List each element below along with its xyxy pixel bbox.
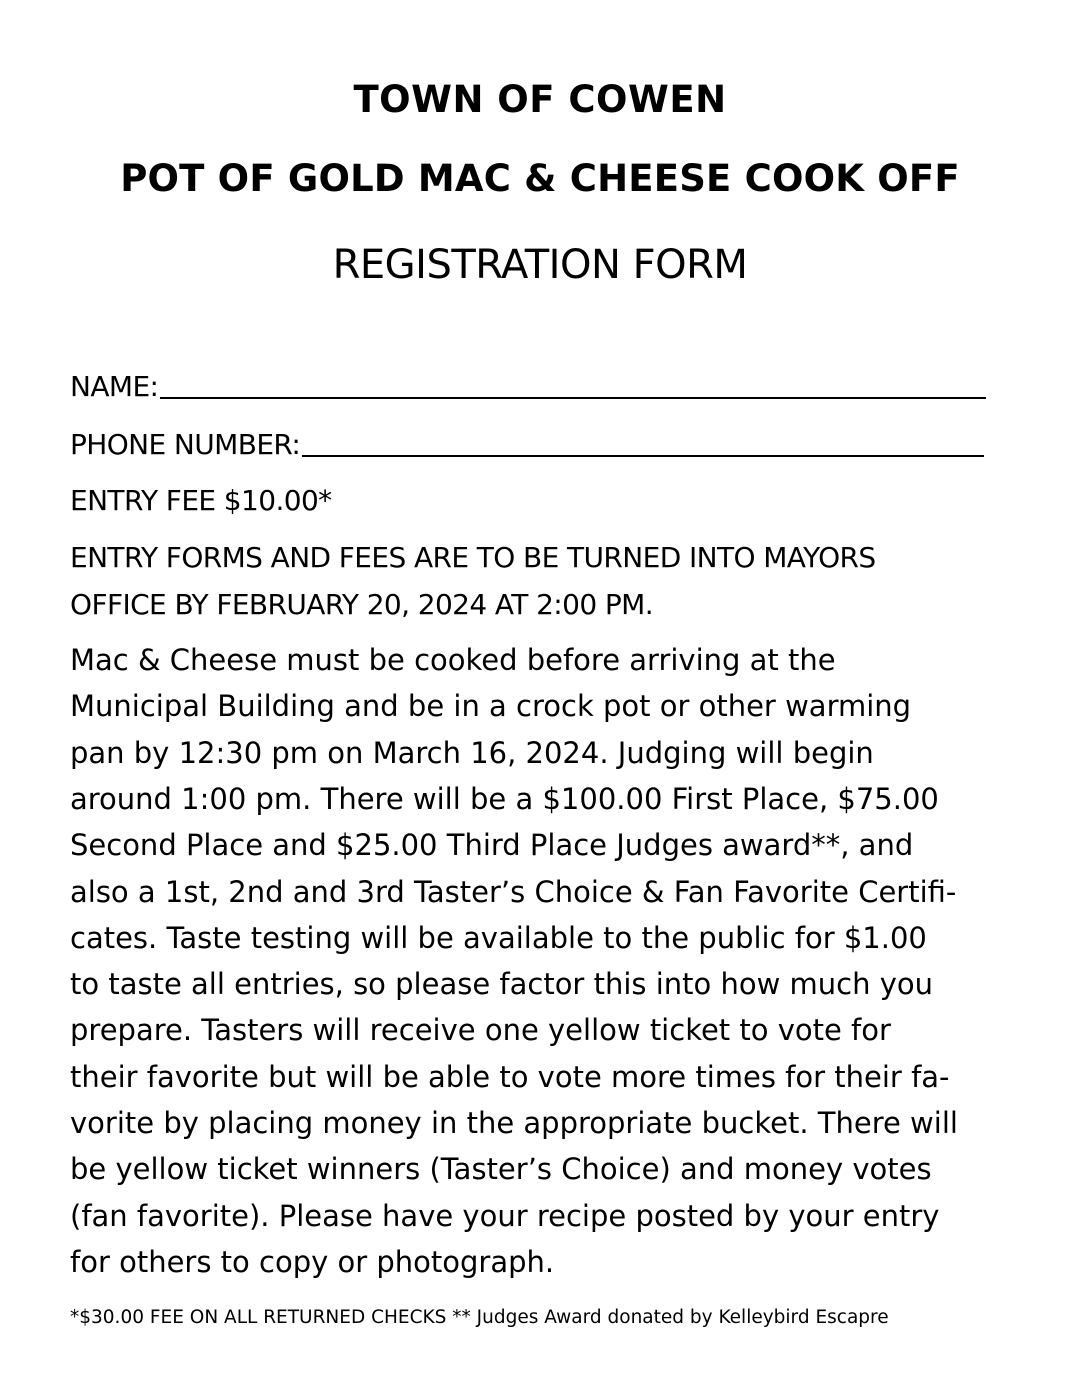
paragraph-line: for others to copy or photograph. bbox=[70, 1244, 555, 1279]
town-title: TOWN OF COWEN bbox=[353, 78, 727, 121]
phone-label: PHONE NUMBER: bbox=[70, 428, 301, 461]
paragraph-line: Second Place and $25.00 Third Place Judges award**, and bbox=[70, 828, 914, 863]
name-blank-line[interactable] bbox=[160, 371, 986, 399]
name-label: NAME: bbox=[70, 370, 159, 403]
paragraph-line: around 1:00 pm. There will be a $100.00 First Place, $75.00 bbox=[70, 781, 939, 816]
paragraph-line: prepare. Tasters will receive one yellow ticket to vote for bbox=[70, 1013, 891, 1048]
paragraph-line: vorite by placing money in the appropriate bucket. There will bbox=[70, 1106, 958, 1140]
entry-fee: ENTRY FEE $10.00* bbox=[70, 484, 332, 517]
form-subtitle: REGISTRATION FORM bbox=[332, 242, 748, 288]
paragraph-line: pan by 12:30 pm on March 16, 2024. Judging will begin bbox=[70, 735, 874, 770]
paragraph-line: Municipal Building and be in a crock pot or other warming bbox=[70, 689, 912, 724]
footnote: *$30.00 FEE ON ALL RETURNED CHECKS ** Judges Award donated by Kelleybird Escapre bbox=[70, 1307, 889, 1328]
phone-blank-line[interactable] bbox=[302, 429, 984, 457]
paragraph-line: their favorite but will be able to vote more times for their fa- bbox=[70, 1059, 950, 1094]
paragraph-line: be yellow ticket winners (Taster’s Choice) and money votes bbox=[70, 1152, 932, 1187]
phone-field-row bbox=[70, 428, 984, 461]
paragraph-line: cates. Taste testing will be available to the public for $1.00 bbox=[70, 920, 927, 955]
deadline-line-1: ENTRY FORMS AND FEES ARE TO BE TURNED INTO MAYORS bbox=[70, 541, 876, 574]
paragraph-line: to taste all entries, so please factor this into how much you bbox=[70, 967, 933, 1002]
event-title: POT OF GOLD MAC & CHEESE COOK OFF bbox=[120, 157, 960, 200]
paragraph-line: Mac & Cheese must be cooked before arriving at the bbox=[70, 643, 836, 677]
deadline-line-2: OFFICE BY FEBRUARY 20, 2024 AT 2:00 PM. bbox=[70, 588, 654, 621]
paragraph-line: (fan favorite). Please have your recipe posted by your entry bbox=[70, 1198, 940, 1233]
name-field-row bbox=[70, 370, 986, 403]
paragraph-line: also a 1st, 2nd and 3rd Taster’s Choice & Fan Favorite Certifi- bbox=[70, 874, 957, 909]
